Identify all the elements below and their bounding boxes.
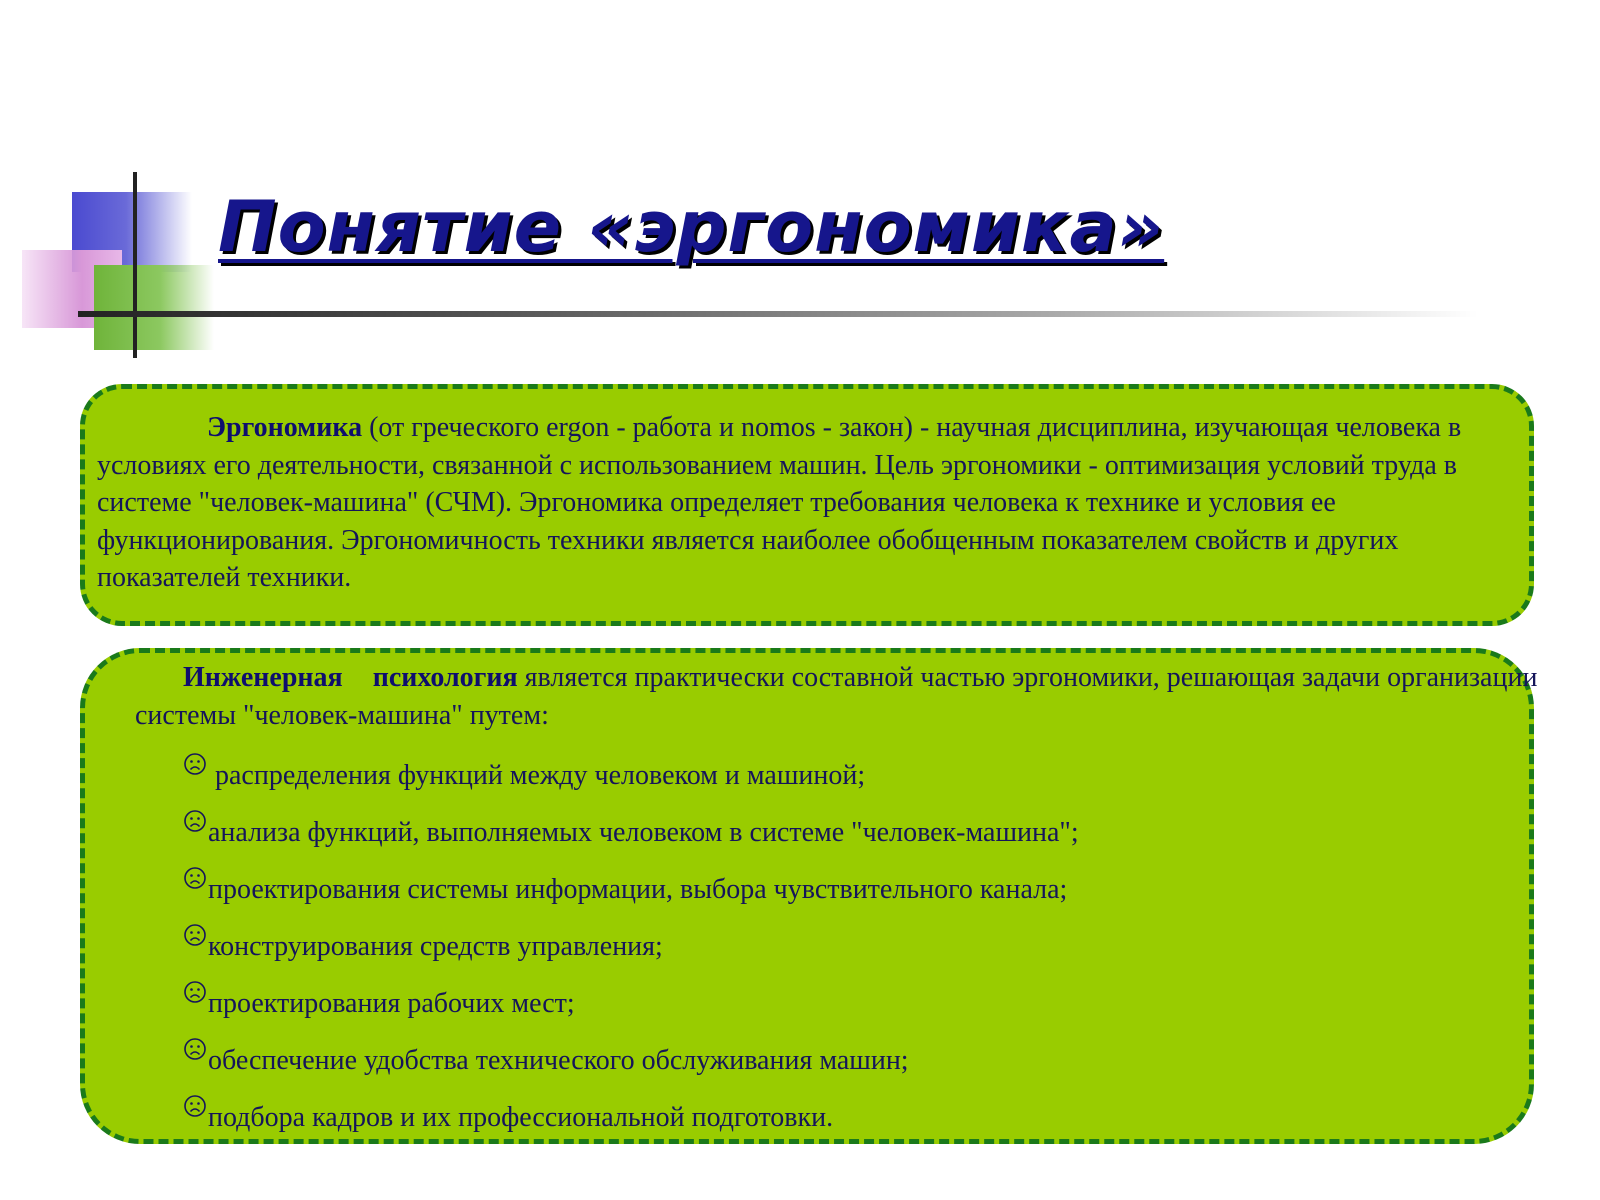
list-item [183, 923, 1079, 980]
list-item [183, 752, 1079, 809]
definition-text: (от греческого ergon - работа и nomos - закон) - научная дисциплина, изучающая человека в условиях его деятельности, связанной с использованием машин. Цель эргономики - оптимизация условий труда в системе "человек-машина" (СЧМ). Эргономика определяет требования человека к технике и условия ее функционирования. Эргономичность техники является наиболее обобщенным показателем свойств и других показателей техники. [97, 412, 1462, 593]
definition-term: Эргономика [207, 412, 363, 443]
list-item-text: проектирования системы информации, выбора чувствительного канала; [208, 874, 1068, 905]
list-item-text: распределения функций между человеком и машиной; [208, 760, 866, 791]
list-item-text: проектирования рабочих мест; [208, 988, 575, 1019]
list-item [183, 1037, 1079, 1094]
psychology-text: является практически составной частью эргономики, решающая задачи организации системы "человек-машина" путем: [135, 662, 1538, 731]
psychology-term-2: психология [372, 662, 518, 693]
frowning-face-icon [183, 1094, 207, 1118]
frowning-face-icon [183, 980, 207, 1004]
frowning-face-icon [183, 866, 207, 890]
list-item [183, 980, 1079, 1037]
psychology-paragraph [135, 659, 1555, 735]
list-item [183, 1094, 1079, 1151]
title-divider [78, 311, 1478, 317]
list-item-text: анализа функций, выполняемых человеком в системе "человек-машина"; [208, 817, 1079, 848]
list-item-text: обеспечение удобства технического обслуживания машин; [208, 1045, 909, 1076]
task-list [183, 752, 1079, 1151]
decor-vertical-line [133, 172, 137, 358]
list-item [183, 809, 1079, 866]
frowning-face-icon [183, 923, 207, 947]
list-item [183, 866, 1079, 923]
psychology-term-1: Инженерная [183, 662, 343, 693]
list-item-text: конструирования средств управления; [208, 931, 663, 962]
slide-title: Понятие «эргономика» [218, 186, 1165, 268]
frowning-face-icon [183, 752, 207, 776]
definition-paragraph [97, 409, 1517, 597]
list-item-text: подбора кадров и их профессиональной подготовки. [208, 1102, 834, 1133]
frowning-face-icon [183, 1037, 207, 1061]
decor-green-square [94, 265, 214, 350]
frowning-face-icon [183, 809, 207, 833]
